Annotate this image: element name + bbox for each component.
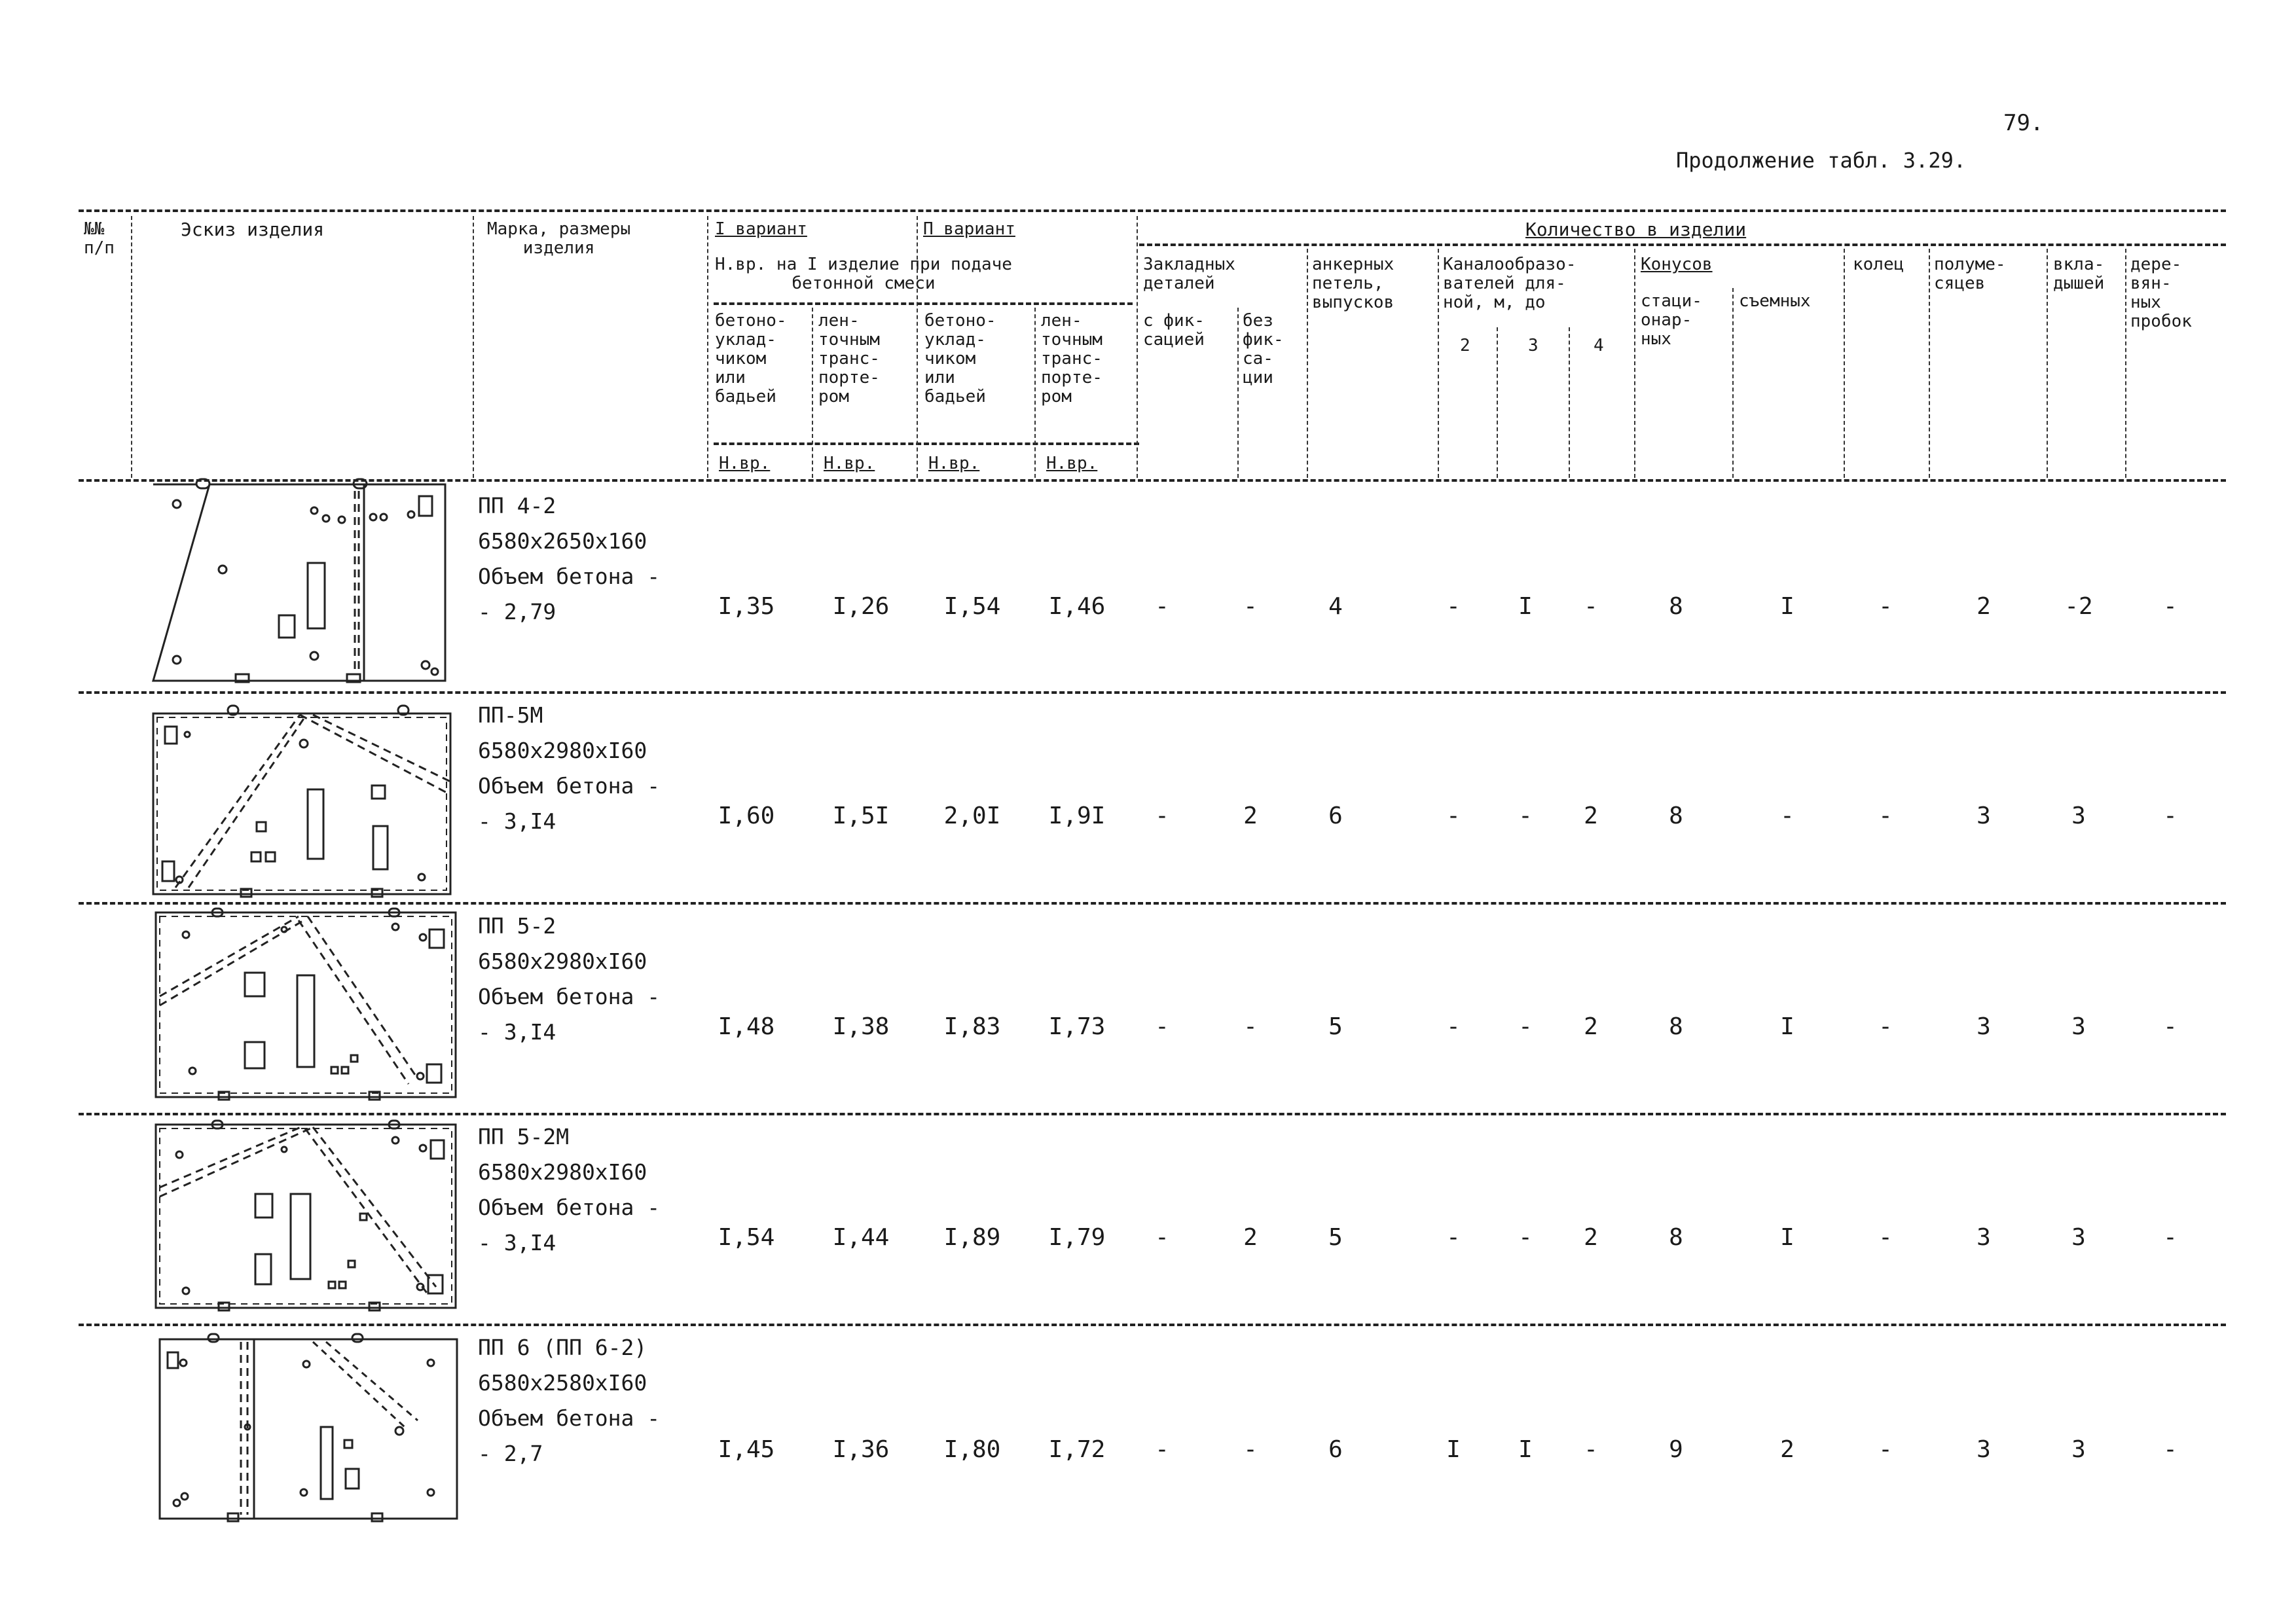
cell-emb-nofix: - [1243,593,1258,620]
row-3-volume-label: Объем бетона - [478,984,661,1009]
cell-hvr-v1-bucket: I,35 [718,593,775,620]
row-4-size: 6580х2980хI60 [478,1159,647,1185]
cell-cones-stat: 8 [1669,803,1683,829]
cell-inserts: 3 [2071,1436,2086,1463]
header-col-sep [1569,327,1570,478]
header-col-sep [1732,288,1734,478]
cell-half-moons: 2 [1977,593,1991,620]
hvr-subrule [714,302,1133,305]
cell-hvr-v2-bucket: I,83 [943,1013,1001,1040]
header-col-sep [473,216,474,478]
row-2-mark: ПП-5М [478,702,543,728]
header-mark: Марка, размеры изделия [487,219,631,258]
header-num: №№ п/п [84,219,115,258]
panel-sketch [153,1118,461,1314]
cell-cones-stat: 8 [1669,1013,1683,1040]
cell-ch-4: 2 [1584,803,1598,829]
row-2-volume: - 3,I4 [478,808,556,834]
cell-cones-rem: I [1780,593,1795,620]
header-col-sep [2047,249,2048,478]
header-col-sep [1634,249,1635,478]
cell-ch-3: - [1518,1013,1533,1040]
unit-label-1: Н.вр. [719,454,771,473]
cell-half-moons: 3 [1977,1224,1991,1251]
header-emb-nofix: без фик- са- ции [1243,311,1284,388]
cell-ch-3: - [1518,1224,1533,1251]
row-separator-1 [79,691,2226,694]
cell-hvr-v1-bucket: I,54 [718,1224,775,1251]
header-variant-1: I вариант [715,219,807,239]
cell-ch-2: - [1446,803,1461,829]
cell-hvr-v1-bucket: I,45 [718,1436,775,1463]
cell-cones-rem: 2 [1780,1436,1795,1463]
cell-emb-fix: - [1155,1013,1169,1040]
cell-hvr-v2-belt: I,79 [1048,1224,1106,1251]
cell-hvr-v1-belt: I,36 [832,1436,890,1463]
header-cones-removable: съемных [1739,291,1811,311]
header-variant2-col2: лен- точным транс- порте- ром [1041,311,1102,406]
cell-ch-3: I [1518,593,1533,620]
row-4-volume: - 3,I4 [478,1230,556,1255]
cell-hvr-v1-belt: I,38 [832,1013,890,1040]
header-ch-2: 2 [1460,336,1470,355]
cell-ch-2: - [1446,1224,1461,1251]
header-variant-2: П вариант [923,219,1015,239]
header-ch-3: 3 [1528,336,1539,355]
header-half-moons: полуме- сяцев [1934,255,2006,293]
panel-sketch [153,907,461,1104]
cell-rings: - [1878,1436,1893,1463]
cell-anchor: 6 [1328,803,1343,829]
unit-label-3: Н.вр. [928,454,980,473]
header-col-sep [707,216,708,478]
cell-hvr-v2-belt: I,9I [1048,803,1106,829]
cell-rings: - [1878,1013,1893,1040]
row-5-volume: - 2,7 [478,1441,543,1466]
cell-emb-fix: - [1155,1224,1169,1251]
header-channel: Каналообразо- вателей для- ной, м, до [1443,255,1576,312]
row-3-mark: ПП 5-2 [478,913,556,939]
header-top-rule [79,209,2226,212]
header-cones-stationary: стаци- онар- ных [1641,291,1702,349]
cell-cones-stat: 8 [1669,593,1683,620]
cell-hvr-v1-belt: I,5I [832,803,890,829]
cell-cones-rem: I [1780,1013,1795,1040]
unit-label-4: Н.вр. [1046,454,1098,473]
row-2-volume-label: Объем бетона - [478,773,661,799]
cell-wood-plugs: - [2163,1224,2178,1251]
header-inserts: вкла- дышей [2053,255,2105,293]
row-5-volume-label: Объем бетона - [478,1405,661,1431]
cell-inserts: 3 [2071,1013,2086,1040]
row-1-size: 6580х2650х160 [478,528,647,554]
header-rings: колец [1853,255,1904,274]
row-4-mark: ПП 5-2М [478,1124,570,1149]
cell-emb-fix: - [1155,593,1169,620]
cell-emb-fix: - [1155,803,1169,829]
cell-anchor: 4 [1328,593,1343,620]
cell-inserts: 3 [2071,1224,2086,1251]
header-col-sep [1438,249,1439,478]
cell-cones-rem: I [1780,1224,1795,1251]
header-quantity: Количество в изделии [1525,219,1747,240]
cell-wood-plugs: - [2163,803,2178,829]
cell-hvr-v2-bucket: 2,0I [943,803,1001,829]
cell-ch-4: 2 [1584,1013,1598,1040]
cell-wood-plugs: - [2163,1436,2178,1463]
page-number: 79. [2003,110,2044,136]
cell-ch-3: I [1518,1436,1533,1463]
row-3-volume: - 3,I4 [478,1019,556,1045]
cell-hvr-v1-belt: I,26 [832,593,890,620]
cell-hvr-v1-bucket: I,60 [718,803,775,829]
cell-emb-fix: - [1155,1436,1169,1463]
cell-cones-rem: - [1780,803,1795,829]
row-separator-2 [79,902,2226,905]
cell-half-moons: 3 [1977,1436,1991,1463]
cell-rings: - [1878,1224,1893,1251]
header-col-sep [1307,249,1308,478]
cell-hvr-v2-belt: I,46 [1048,593,1106,620]
row-5-size: 6580х2580хI60 [478,1370,647,1396]
unit-rule [714,442,1139,445]
row-5-mark: ПП 6 (ПП 6-2) [478,1335,647,1360]
header-col-sep [812,308,813,478]
cell-hvr-v2-belt: I,73 [1048,1013,1106,1040]
header-wood-plugs: дере- вян- ных пробок [2130,255,2192,331]
cell-rings: - [1878,593,1893,620]
row-1-mark: ПП 4-2 [478,493,556,518]
cell-emb-nofix: 2 [1243,803,1258,829]
header-hvr-title: Н.вр. на I изделие при подаче бетонной смеси [715,255,1012,293]
header-col-sep [1237,308,1239,478]
header-col-sep [1497,327,1498,478]
row-separator-3 [79,1113,2226,1115]
row-separator-4 [79,1324,2226,1326]
cell-anchor: 5 [1328,1013,1343,1040]
cell-wood-plugs: - [2163,1013,2178,1040]
header-variant2-col1: бетоно- уклад- чиком или бадьей [924,311,996,406]
panel-sketch [149,698,457,901]
unit-label-2: Н.вр. [824,454,875,473]
header-variant1-col1: бетоно- уклад- чиком или бадьей [715,311,787,406]
cell-ch-2: - [1446,593,1461,620]
header-col-sep [1929,249,1930,478]
cell-cones-stat: 9 [1669,1436,1683,1463]
header-cones: Конусов [1641,255,1713,274]
header-emb-fix: с фик- сацией [1143,311,1205,350]
header-embedded: Закладных деталей [1143,255,1235,293]
cell-inserts: -2 [2064,593,2093,620]
quantity-subrule [1139,244,2226,246]
row-4-volume-label: Объем бетона - [478,1195,661,1220]
cell-wood-plugs: - [2163,593,2178,620]
cell-inserts: 3 [2071,803,2086,829]
cell-hvr-v1-bucket: I,48 [718,1013,775,1040]
header-sketch: Эскиз изделия [181,219,325,240]
cell-cones-stat: 8 [1669,1224,1683,1251]
cell-anchor: 5 [1328,1224,1343,1251]
cell-ch-4: - [1584,1436,1598,1463]
cell-emb-nofix: 2 [1243,1224,1258,1251]
cell-hvr-v2-belt: I,72 [1048,1436,1106,1463]
cell-emb-nofix: - [1243,1013,1258,1040]
header-col-sep [131,216,132,478]
cell-ch-2: I [1446,1436,1461,1463]
header-anchor: анкерных петель, выпусков [1312,255,1394,312]
cell-half-moons: 3 [1977,803,1991,829]
row-2-size: 6580х2980хI60 [478,738,647,763]
cell-emb-nofix: - [1243,1436,1258,1463]
cell-hvr-v1-belt: I,44 [832,1224,890,1251]
panel-sketch [151,478,452,687]
header-col-sep [2125,249,2126,478]
header-col-sep [1137,216,1138,478]
row-1-volume-label: Объем бетона - [478,564,661,589]
cell-ch-4: - [1584,593,1598,620]
cell-anchor: 6 [1328,1436,1343,1463]
panel-sketch [156,1329,464,1525]
header-col-sep [1844,249,1845,478]
cell-hvr-v2-bucket: I,54 [943,593,1001,620]
header-variant1-col2: лен- точным транс- порте- ром [818,311,880,406]
cell-ch-3: - [1518,803,1533,829]
cell-hvr-v2-bucket: I,89 [943,1224,1001,1251]
cell-ch-4: 2 [1584,1224,1598,1251]
header-ch-4: 4 [1594,336,1604,355]
row-1-volume: - 2,79 [478,599,556,624]
cell-hvr-v2-bucket: I,80 [943,1436,1001,1463]
header-col-sep [1034,308,1036,478]
cell-ch-2: - [1446,1013,1461,1040]
cell-rings: - [1878,803,1893,829]
cell-half-moons: 3 [1977,1013,1991,1040]
row-3-size: 6580х2980хI60 [478,948,647,974]
table-continuation-caption: Продолжение табл. 3.29. [1676,148,1967,173]
